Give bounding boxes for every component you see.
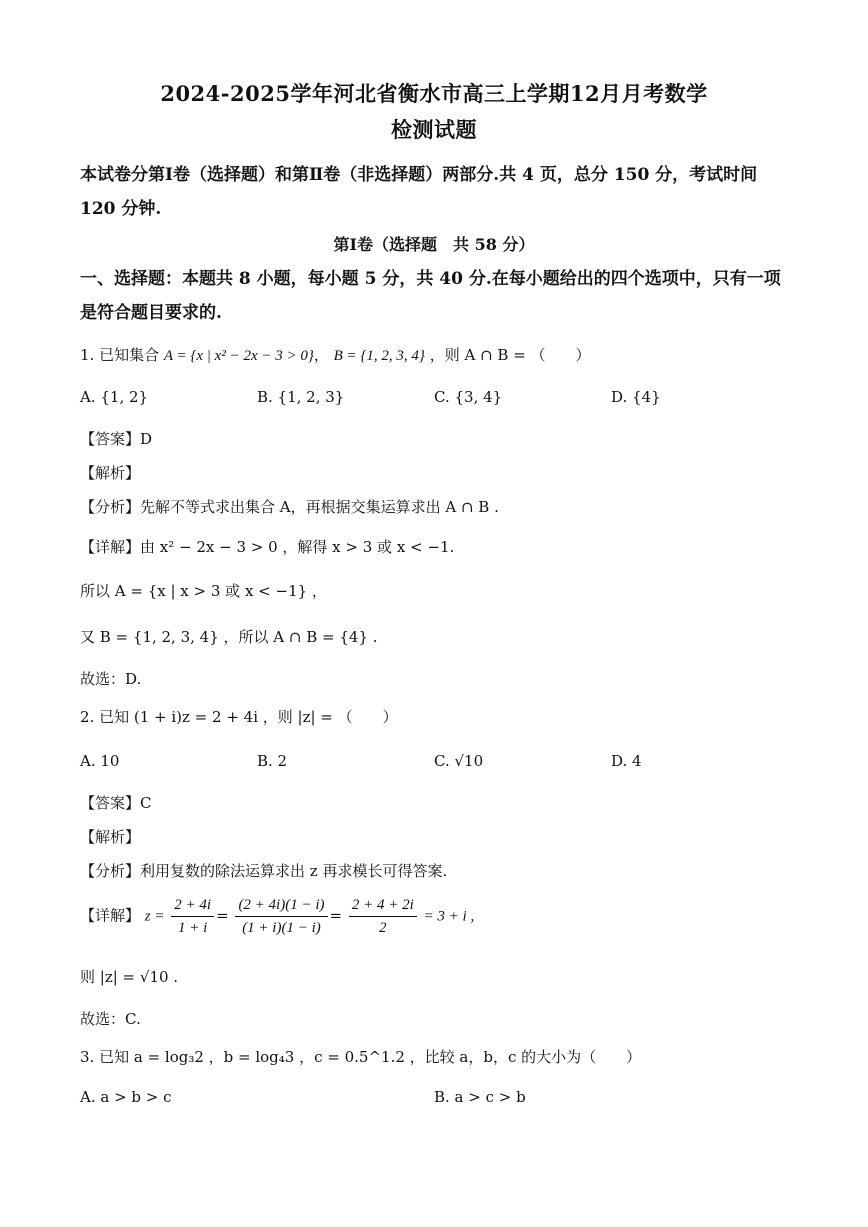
- q1-option-b: B. {1, 2, 3}: [257, 388, 345, 406]
- q2-detail-z: z =: [144, 908, 165, 925]
- q2-analysis-label: 【解析】: [80, 828, 141, 846]
- q1-prefix: 1. 已知集合: [80, 346, 160, 364]
- q1-analysis-label: 【解析】: [80, 464, 141, 482]
- q2-frac1-den: 1 + i: [178, 920, 208, 936]
- q2-detail: 【详解】 z = $\frac{2 + 4i}{1 + i}$ = $\frac{(2 + 4i)(1 - i)}{(1 + i)(1 - i)}$ = $\frac{2 + 4 + 2i}{2}$ = 3 + i ,: [80, 894, 474, 939]
- q2-fraction-2: [235, 894, 327, 939]
- q2-frac3-num: 2 + 4 + 2i: [349, 894, 417, 917]
- exam-intro: 本试卷分第Ⅰ卷（选择题）和第Ⅱ卷（非选择题）两部分.共 4 页，总分 150 分，考试时间 120 分钟.: [80, 165, 758, 219]
- q1-option-a: A. {1, 2}: [80, 388, 149, 406]
- q2-option-a: A. 10: [80, 752, 120, 770]
- q1-choose: 故选：D.: [80, 670, 142, 688]
- q2-fraction-3: [349, 894, 417, 939]
- q2-option-b: B. 2: [257, 752, 288, 770]
- section-heading: 一、选择题：本题共 8 小题，每小题 5 分，共 40 分.在每小题给出的四个选项中，只有一项是符合题目要求的.: [80, 269, 781, 323]
- q2-step2: 则 |z| = √10 .: [80, 968, 179, 986]
- q1-detail: 【详解】由 x² − 2x − 3 > 0 ，解得 x > 3 或 x < −1.: [80, 538, 455, 556]
- q1-fenxi: 【分析】先解不等式求出集合 A，再根据交集运算求出 A ∩ B .: [80, 498, 499, 516]
- q1-suffix: ，则 A ∩ B = （ ）: [429, 346, 591, 364]
- q2-answer: 【答案】C: [80, 794, 152, 812]
- question-2-stem: 2. 已知 (1 + i)z = 2 + 4i ，则 |z| = （ ）: [80, 708, 398, 726]
- q2-fraction-1: [171, 894, 214, 939]
- q1-option-c: C. {3, 4}: [434, 388, 503, 406]
- part-title: 第Ⅰ卷（选择题 共 58 分）: [333, 235, 535, 254]
- question-1-stem: 1. 已知集合 A = {x | x² − 2x − 3 > 0}， B = {1, 2, 3, 4} ，则 A ∩ B = （ ）: [80, 346, 591, 364]
- q1-option-d: D. {4}: [611, 388, 661, 406]
- q2-option-c: C. √10: [434, 752, 484, 770]
- q1-set-b: B = {1, 2, 3, 4}: [333, 348, 425, 364]
- q1-step3: 又 B = {1, 2, 3, 4} ，所以 A ∩ B = {4} .: [80, 628, 378, 646]
- q2-fenxi: 【分析】利用复数的除法运算求出 z 再求模长可得答案.: [80, 862, 448, 880]
- q1-set-a: A = {x | x² − 2x − 3 > 0}: [163, 348, 314, 364]
- q2-frac2-num: (2 + 4i)(1 − i): [235, 894, 327, 917]
- q2-frac3-den: 2: [379, 920, 387, 936]
- q2-frac1-num: 2 + 4i: [171, 894, 214, 917]
- doc-title-line2: 检测试题: [391, 117, 477, 142]
- q3-option-a: A. a > b > c: [80, 1088, 172, 1106]
- q3-option-b: B. a > c > b: [434, 1088, 526, 1106]
- q2-detail-label: 【详解】: [80, 906, 141, 925]
- q2-option-d: D. 4: [611, 752, 642, 770]
- q2-choose: 故选：C.: [80, 1010, 141, 1028]
- q1-step2: 所以 A = {x | x > 3 或 x < −1} ，: [80, 582, 327, 600]
- q2-frac2-den: (1 + i)(1 − i): [242, 920, 321, 936]
- q1-answer: 【答案】D: [80, 430, 153, 448]
- question-3-stem: 3. 已知 a = log₃2 ，b = log₄3 ，c = 0.5^1.2 ，比较 a，b，c 的大小为（ ）: [80, 1048, 642, 1066]
- q2-detail-tail: = 3 + i ,: [423, 908, 475, 925]
- doc-title-line1: 2024-2025学年河北省衡水市高三上学期12月月考数学: [160, 81, 708, 106]
